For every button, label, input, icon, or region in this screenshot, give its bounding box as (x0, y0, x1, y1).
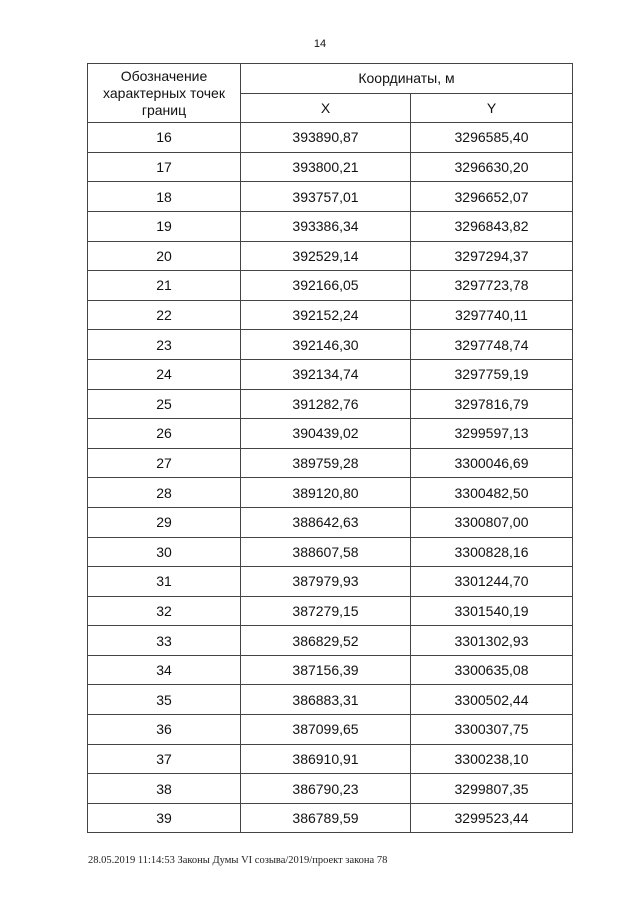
x-coordinate-cell: 388642,63 (241, 507, 411, 537)
table-row (88, 803, 573, 833)
table-row (88, 655, 573, 685)
point-id-cell: 26 (88, 419, 241, 449)
x-coordinate-cell: 392166,05 (241, 271, 411, 301)
x-coordinate-cell: 392529,14 (241, 241, 411, 271)
point-id-cell: 32 (88, 596, 241, 626)
x-coordinate-cell: 386910,91 (241, 744, 411, 774)
x-coordinate-cell: 393890,87 (241, 123, 411, 153)
table-row (88, 507, 573, 537)
point-id-cell: 35 (88, 685, 241, 715)
y-coordinate-cell: 3300807,00 (411, 507, 573, 537)
table-row (88, 685, 573, 715)
y-coordinate-cell: 3299807,35 (411, 774, 573, 804)
y-coordinate-cell: 3301540,19 (411, 596, 573, 626)
coordinates-header: Координаты, м (241, 64, 573, 94)
table-row (88, 182, 573, 212)
table-row (88, 419, 573, 449)
table-body (88, 123, 573, 833)
table-row (88, 478, 573, 508)
y-coordinate-cell: 3301244,70 (411, 567, 573, 597)
table-row (88, 241, 573, 271)
y-coordinate-cell: 3300307,75 (411, 715, 573, 745)
x-coordinate-cell: 386790,23 (241, 774, 411, 804)
table-header (88, 64, 573, 123)
table-row (88, 715, 573, 745)
point-id-cell: 36 (88, 715, 241, 745)
x-coordinate-cell: 391282,76 (241, 389, 411, 419)
y-coordinate-cell: 3300828,16 (411, 537, 573, 567)
x-coordinate-cell: 387279,15 (241, 596, 411, 626)
point-id-cell: 34 (88, 655, 241, 685)
y-coordinate-cell: 3297748,74 (411, 330, 573, 360)
point-id-cell: 17 (88, 152, 241, 182)
table-row (88, 567, 573, 597)
x-coordinate-cell: 393757,01 (241, 182, 411, 212)
table-row (88, 330, 573, 360)
table-row (88, 626, 573, 656)
x-coordinate-cell: 389759,28 (241, 448, 411, 478)
table-row (88, 123, 573, 153)
coordinates-table (87, 63, 573, 833)
point-designation-header: Обозначение характерных точек границ (88, 64, 241, 123)
x-coordinate-cell: 387099,65 (241, 715, 411, 745)
point-id-cell: 16 (88, 123, 241, 153)
x-coordinate-cell: 389120,80 (241, 478, 411, 508)
x-coordinate-cell: 392146,30 (241, 330, 411, 360)
point-id-cell: 30 (88, 537, 241, 567)
y-coordinate-cell: 3296843,82 (411, 211, 573, 241)
y-coordinate-cell: 3301302,93 (411, 626, 573, 656)
y-coordinate-cell: 3296585,40 (411, 123, 573, 153)
y-coordinate-cell: 3300482,50 (411, 478, 573, 508)
table-row (88, 744, 573, 774)
point-id-cell: 21 (88, 271, 241, 301)
point-id-cell: 39 (88, 803, 241, 833)
y-coordinate-cell: 3300502,44 (411, 685, 573, 715)
y-coordinate-cell: 3297723,78 (411, 271, 573, 301)
document-footer: 28.05.2019 11:14:53 Законы Думы VI созыва/2019/проект закона 78 (88, 855, 388, 866)
y-coordinate-cell: 3300635,08 (411, 655, 573, 685)
point-id-cell: 23 (88, 330, 241, 360)
x-coordinate-cell: 388607,58 (241, 537, 411, 567)
x-coordinate-cell: 390439,02 (241, 419, 411, 449)
y-coordinate-cell: 3300046,69 (411, 448, 573, 478)
point-id-cell: 19 (88, 211, 241, 241)
point-id-cell: 18 (88, 182, 241, 212)
x-coordinate-cell: 387156,39 (241, 655, 411, 685)
table-row (88, 300, 573, 330)
y-coordinate-cell: 3296652,07 (411, 182, 573, 212)
x-coordinate-cell: 387979,93 (241, 567, 411, 597)
page-number: 14 (313, 38, 327, 50)
point-id-cell: 27 (88, 448, 241, 478)
y-coordinate-cell: 3299597,13 (411, 419, 573, 449)
point-id-cell: 25 (88, 389, 241, 419)
point-id-cell: 29 (88, 507, 241, 537)
table-row (88, 596, 573, 626)
point-id-cell: 31 (88, 567, 241, 597)
point-id-cell: 28 (88, 478, 241, 508)
table-row (88, 152, 573, 182)
y-coordinate-cell: 3297740,11 (411, 300, 573, 330)
x-coordinate-cell: 386789,59 (241, 803, 411, 833)
x-coordinate-cell: 392152,24 (241, 300, 411, 330)
x-coordinate-cell: 392134,74 (241, 359, 411, 389)
table-row (88, 389, 573, 419)
point-id-cell: 33 (88, 626, 241, 656)
table-row (88, 359, 573, 389)
x-coordinate-cell: 393386,34 (241, 211, 411, 241)
y-coordinate-cell: 3296630,20 (411, 152, 573, 182)
y-coordinate-cell: 3297294,37 (411, 241, 573, 271)
table-row (88, 774, 573, 804)
x-coordinate-cell: 393800,21 (241, 152, 411, 182)
point-id-cell: 24 (88, 359, 241, 389)
point-id-cell: 22 (88, 300, 241, 330)
y-coordinate-cell: 3300238,10 (411, 744, 573, 774)
point-id-cell: 38 (88, 774, 241, 804)
y-column-header: Y (411, 93, 573, 123)
x-coordinate-cell: 386829,52 (241, 626, 411, 656)
x-coordinate-cell: 386883,31 (241, 685, 411, 715)
x-column-header: X (241, 93, 411, 123)
y-coordinate-cell: 3297759,19 (411, 359, 573, 389)
y-coordinate-cell: 3297816,79 (411, 389, 573, 419)
table-row (88, 537, 573, 567)
table-row (88, 211, 573, 241)
point-id-cell: 20 (88, 241, 241, 271)
y-coordinate-cell: 3299523,44 (411, 803, 573, 833)
point-id-cell: 37 (88, 744, 241, 774)
table-row (88, 448, 573, 478)
table-row (88, 271, 573, 301)
